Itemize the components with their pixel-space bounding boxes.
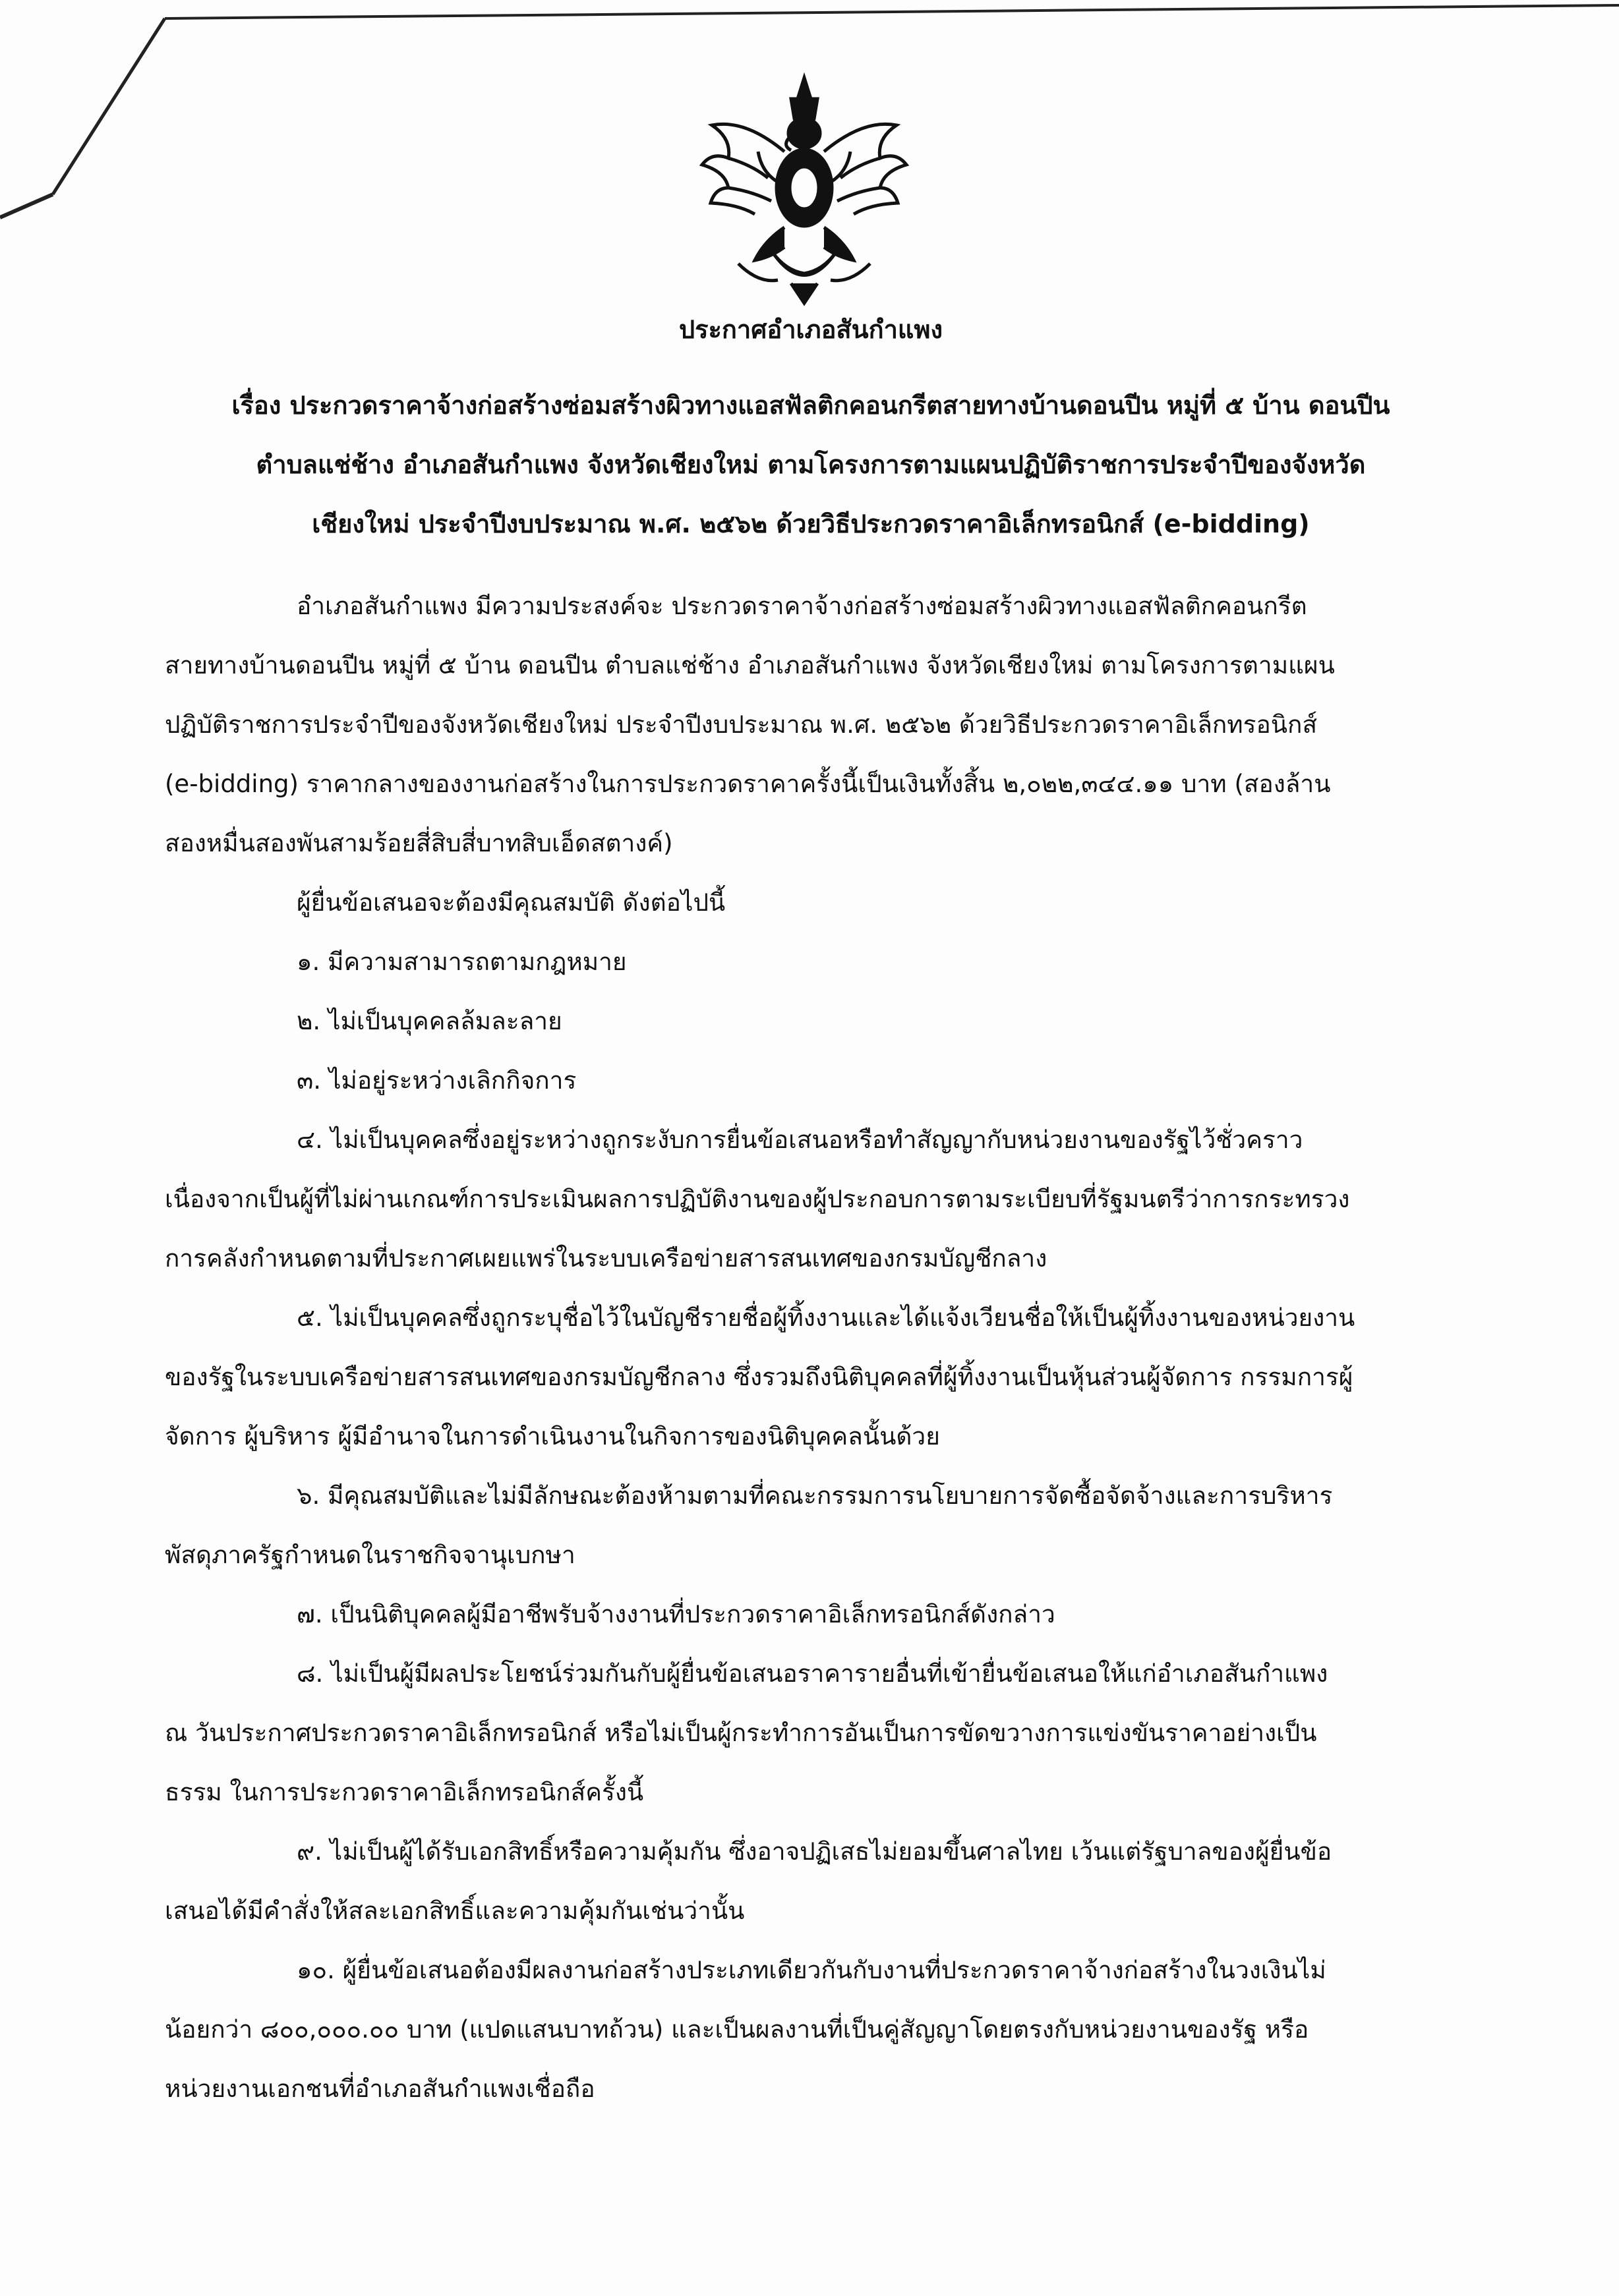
qualification-item: ๙. ไม่เป็นผู้ได้รับเอกสิทธิ์หรือความคุ้มกัน ซึ่งอาจปฏิเสธไม่ยอมขึ้นศาลไทย เว้นแต่รัฐบาลของผู้ยื่นข้อ — [297, 1837, 1332, 1866]
qualification-item: ๑. มีความสามารถตามกฎหมาย — [297, 948, 627, 976]
qualification-item-continuation: หน่วยงานเอกชนที่อำเภอสันกำแพงเชื่อถือ — [165, 2075, 595, 2103]
intro-line: (e-bidding) ราคากลางของงานก่อสร้างในการประกวดราคาครั้งนี้เป็นเงินทั้งสิ้น ๒,๐๒๒,๓๔๔.๑๑ บาท (สองล้าน — [165, 770, 1331, 798]
qualification-item: ๒. ไม่เป็นบุคคลล้มละลาย — [297, 1007, 562, 1035]
intro-line: สายทางบ้านดอนปีน หมู่ที่ ๕ บ้าน ดอนปีน ตำบลแช่ช้าง อำเภอสันกำแพง จังหวัดเชียงใหม่ ตามโครงการตามแผน — [165, 651, 1335, 679]
intro-line: สองหมื่นสองพันสามร้อยสี่สิบสี่บาทสิบเอ็ดสตางค์) — [165, 829, 673, 857]
subject-line: ตำบลแช่ช้าง อำเภอสันกำแพง จังหวัดเชียงใหม่ ตามโครงการตามแผนปฏิบัติราชการประจำปีของจังหวัด — [256, 450, 1366, 479]
qualification-item-continuation: ของรัฐในระบบเครือข่ายสารสนเทศของกรมบัญชีกลาง ซึ่งรวมถึงนิติบุคคลที่ผู้ทิ้งงานเป็นหุ้นส่วนผู้จัดการ กรรมการผู้ — [165, 1363, 1353, 1391]
qualification-item-continuation: ธรรม ในการประกวดราคาอิเล็กทรอนิกส์ครั้งนี้ — [165, 1778, 644, 1806]
qualification-item: ๖. มีคุณสมบัติและไม่มีลักษณะต้องห้ามตามที่คณะกรรมการนโยบายการจัดซื้อจัดจ้างและการบริหาร — [297, 1481, 1333, 1510]
qualification-item-continuation: พัสดุภาครัฐกำหนดในราชกิจจานุเบกษา — [165, 1541, 575, 1569]
qualification-item-continuation: ณ วันประกาศประกวดราคาอิเล็กทรอนิกส์ หรือไม่เป็นผู้กระทำการอันเป็นการขัดขวางการแข่งขันราคาอย่างเป็น — [165, 1719, 1317, 1747]
subject-line: เรื่อง ประกวดราคาจ้างก่อสร้างซ่อมสร้างผิวทางแอสฟัลติกคอนกรีตสายทางบ้านดอนปีน หมู่ที่ ๕ บ้าน ดอนปีน — [231, 391, 1390, 420]
qualification-item: ๑๐. ผู้ยื่นข้อเสนอต้องมีผลงานก่อสร้างประเภทเดียวกันกับงานที่ประกวดราคาจ้างก่อสร้างในวงเงินไม่ — [297, 1956, 1326, 1984]
qualification-item: ๘. ไม่เป็นผู้มีผลประโยชน์ร่วมกันกับผู้ยื่นข้อเสนอราคารายอื่นที่เข้ายื่นข้อเสนอให้แก่อำเภอสันกำแพง — [297, 1659, 1328, 1688]
announcement-subject — [132, 376, 1490, 554]
qualification-item: ๕. ไม่เป็นบุคคลซึ่งถูกระบุชื่อไว้ในบัญชีรายชื่อผู้ทิ้งงานและได้แจ้งเวียนชื่อให้เป็นผู้ทิ้งงานของหน่วยงาน — [297, 1304, 1355, 1332]
intro-line: ปฏิบัติราชการประจำปีของจังหวัดเชียงใหม่ ประจำปีงบประมาณ พ.ศ. ๒๕๖๒ ด้วยวิธีประกวดราคาอิเล็กทรอนิกส์ — [165, 710, 1318, 739]
announcement-body — [165, 577, 1483, 2119]
announcement-organization: ประกาศอำเภอสันกำแพง — [678, 315, 943, 344]
subject-line: เชียงใหม่ ประจำปีงบประมาณ พ.ศ. ๒๕๖๒ ด้วยวิธีประกวดราคาอิเล็กทรอนิกส์ (e-bidding) — [312, 509, 1310, 538]
qualification-item: ๗. เป็นนิติบุคคลผู้มีอาชีพรับจ้างงานที่ประกวดราคาอิเล็กทรอนิกส์ดังกล่าว — [297, 1600, 1055, 1628]
qualification-item: ๓. ไม่อยู่ระหว่างเลิกกิจการ — [297, 1066, 577, 1095]
garuda-emblem-icon — [692, 72, 916, 310]
qualification-item-continuation: น้อยกว่า ๘๐๐,๐๐๐.๐๐ บาท (แปดแสนบาทถ้วน) และเป็นผลงานที่เป็นคู่สัญญาโดยตรงกับหน่วยงานของรัฐ หรือ — [165, 2015, 1309, 2044]
qualification-item-continuation: การคลังกำหนดตามที่ประกาศเผยแพร่ในระบบเครือข่ายสารสนเทศของกรมบัญชีกลาง — [165, 1244, 1047, 1273]
intro-line: อำเภอสันกำแพง มีความประสงค์จะ ประกวดราคาจ้างก่อสร้างซ่อมสร้างผิวทางแอสฟัลติกคอนกรีต — [297, 592, 1307, 620]
qualification-item-continuation: จัดการ ผู้บริหาร ผู้มีอำนาจในการดำเนินงานในกิจการของนิติบุคคลนั้นด้วย — [165, 1422, 940, 1450]
qualification-item-continuation: เนื่องจากเป็นผู้ที่ไม่ผ่านเกณฑ์การประเมินผลการปฏิบัติงานของผู้ประกอบการตามระเบียบที่รัฐมนตรีว่าการกระทรวง — [165, 1185, 1350, 1213]
qualification-item: ๔. ไม่เป็นบุคคลซึ่งอยู่ระหว่างถูกระงับการยื่นข้อเสนอหรือทำสัญญากับหน่วยงานของรัฐไว้ชั่วคราว — [297, 1126, 1303, 1154]
qualification-intro: ผู้ยื่นข้อเสนอจะต้องมีคุณสมบัติ ดังต่อไปนี้ — [297, 888, 726, 917]
qualification-item-continuation: เสนอได้มีคำสั่งให้สละเอกสิทธิ์และความคุ้มกันเช่นว่านั้น — [165, 1897, 745, 1925]
